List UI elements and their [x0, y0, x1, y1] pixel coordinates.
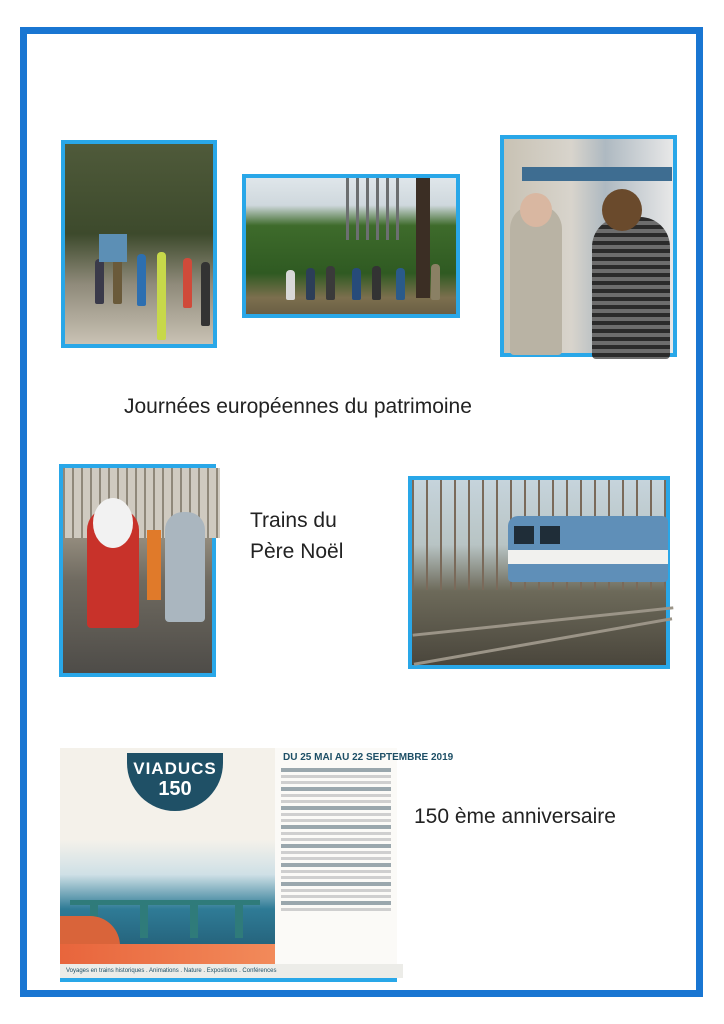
caption-heritage-days: Journées européennes du patrimoine [124, 395, 472, 418]
poster-footer: Voyages en trains historiques . Animations . Nature . Expositions . Conférences [60, 964, 403, 978]
caption-santa-trains-line2: Père Noël [250, 540, 344, 563]
poster-dates: DU 25 MAI AU 22 SEPTEMBRE 2019 [283, 752, 454, 763]
photo-museum-visitors [500, 135, 677, 357]
caption-santa-trains-line1: Trains du [250, 509, 337, 532]
caption-anniversary: 150 ème anniversaire [414, 805, 616, 828]
photo-hikers-forest [61, 140, 217, 348]
poster-number: 150 [158, 778, 192, 800]
anniversary-poster [60, 748, 454, 982]
poster-program [275, 748, 454, 978]
poster-badge [127, 753, 223, 811]
photo-vintage-train [408, 476, 670, 669]
photo-santa-platform [59, 464, 216, 677]
photo-viaduct-group [242, 174, 460, 318]
poster-title: VIADUCS [133, 759, 217, 778]
poster-illustration [60, 748, 275, 978]
